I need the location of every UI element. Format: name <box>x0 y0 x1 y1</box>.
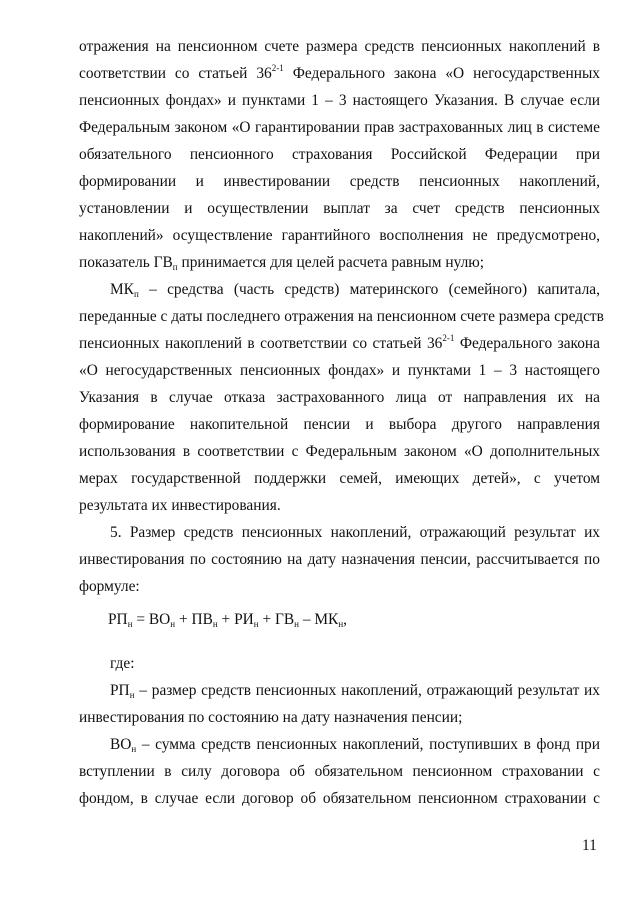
paragraph-line: отражения на пенсионном счете размера средств пенсионных накоплений в <box>79 38 600 55</box>
text-run: принимается для целей расчета равным нулю; <box>177 254 485 271</box>
text-run: Федерального закона <box>454 335 601 352</box>
superscript: 2-1 <box>442 333 455 343</box>
subscript: н <box>129 690 135 700</box>
subscript: н <box>294 619 299 629</box>
paragraph-line: Федеральным законом «О гарантировании прав застрахованных лиц в системе <box>79 119 600 136</box>
subscript: н <box>212 619 218 629</box>
formula-term: + РИ <box>217 611 254 628</box>
paragraph-line <box>110 280 600 300</box>
text-run: – размер средств пенсионных накоплений, отражающий результат их <box>134 682 600 699</box>
formula-term: – МК <box>298 611 339 628</box>
paragraph-line: обязательного пенсионного страхования Российской Федерации при <box>79 146 600 163</box>
paragraph-line: формуле: <box>79 578 140 595</box>
formula <box>108 610 347 630</box>
paragraph-line: формировании и инвестировании средств пенсионных накоплений, <box>79 173 600 190</box>
paragraph-line: установлении и осуществлении выплат за счет средств пенсионных <box>79 200 600 217</box>
subscript: н <box>253 619 259 629</box>
paragraph-line: результата их инвестирования. <box>79 497 281 514</box>
paragraph-line: «О негосударственных пенсионных фондах» и пунктами 1 – 3 настоящего <box>79 362 600 379</box>
text-run: показатель ГВ <box>79 254 173 271</box>
formula-term: + ГВ <box>258 611 295 628</box>
subscript: п <box>133 289 139 299</box>
paragraph-line: 5. Размер средств пенсионных накоплений, отражающий результат их <box>110 524 600 541</box>
formula-term: = ВО <box>132 611 171 628</box>
paragraph-line: накоплений» осуществление гарантийного восполнения не предусмотрено, <box>79 227 600 244</box>
text-run: пенсионных накоплений в соответствии со статьей 36 <box>79 335 443 352</box>
text-run: ВО <box>110 736 132 753</box>
subscript: п <box>172 262 178 272</box>
text-run: РП <box>110 682 130 699</box>
text-run: Федерального закона «О негосударственных <box>283 65 600 82</box>
paragraph-line: инвестирования по состоянию на дату назначения пенсии, рассчитывается по <box>79 551 600 568</box>
paragraph-line: Указания в случае отказа застрахованного лица от направления их на <box>79 389 600 406</box>
paragraph-line <box>110 735 600 755</box>
paragraph-line: мерах государственной поддержки семей, имеющих детей», с учетом <box>79 470 600 487</box>
paragraph-line: переданные с даты последнего отражения на пенсионном счете размера средств <box>79 308 604 325</box>
subscript: н <box>170 619 176 629</box>
where-label: где: <box>110 655 135 672</box>
formula-term: , <box>343 611 347 628</box>
paragraph-line: фондом, в случае если договор об обязательном пенсионном страховании с <box>79 790 600 807</box>
page-number: 11 <box>582 837 597 854</box>
text-run: МК <box>110 281 134 298</box>
paragraph-line <box>79 334 600 354</box>
text-run: – сумма средств пенсионных накоплений, поступивших в фонд при <box>136 736 600 753</box>
paragraph-line: вступлении в силу договора об обязательном пенсионном страховании с <box>79 763 600 780</box>
paragraph-line <box>79 64 600 84</box>
subscript: н <box>131 744 137 754</box>
paragraph-line: пенсионных фондах» и пунктами 1 – 3 настоящего Указания. В случае если <box>79 92 600 109</box>
subscript: н <box>127 619 133 629</box>
paragraph-line <box>110 681 600 701</box>
formula-term: РП <box>108 611 128 628</box>
text-run: – средства (часть средств) материнского (семейного) капитала, <box>138 281 600 298</box>
formula-term: + ПВ <box>175 611 213 628</box>
paragraph-line: формирование накопительной пенсии и выбора другого направления <box>79 416 600 433</box>
paragraph-line: инвестирования по состоянию на дату назначения пенсии; <box>79 709 463 726</box>
text-run: соответствии со статьей 36 <box>79 65 272 82</box>
paragraph-line: использования в соответствии с Федеральным законом «О дополнительных <box>79 443 600 460</box>
subscript: н <box>338 619 344 629</box>
paragraph-line <box>79 253 600 273</box>
superscript: 2-1 <box>271 63 284 73</box>
